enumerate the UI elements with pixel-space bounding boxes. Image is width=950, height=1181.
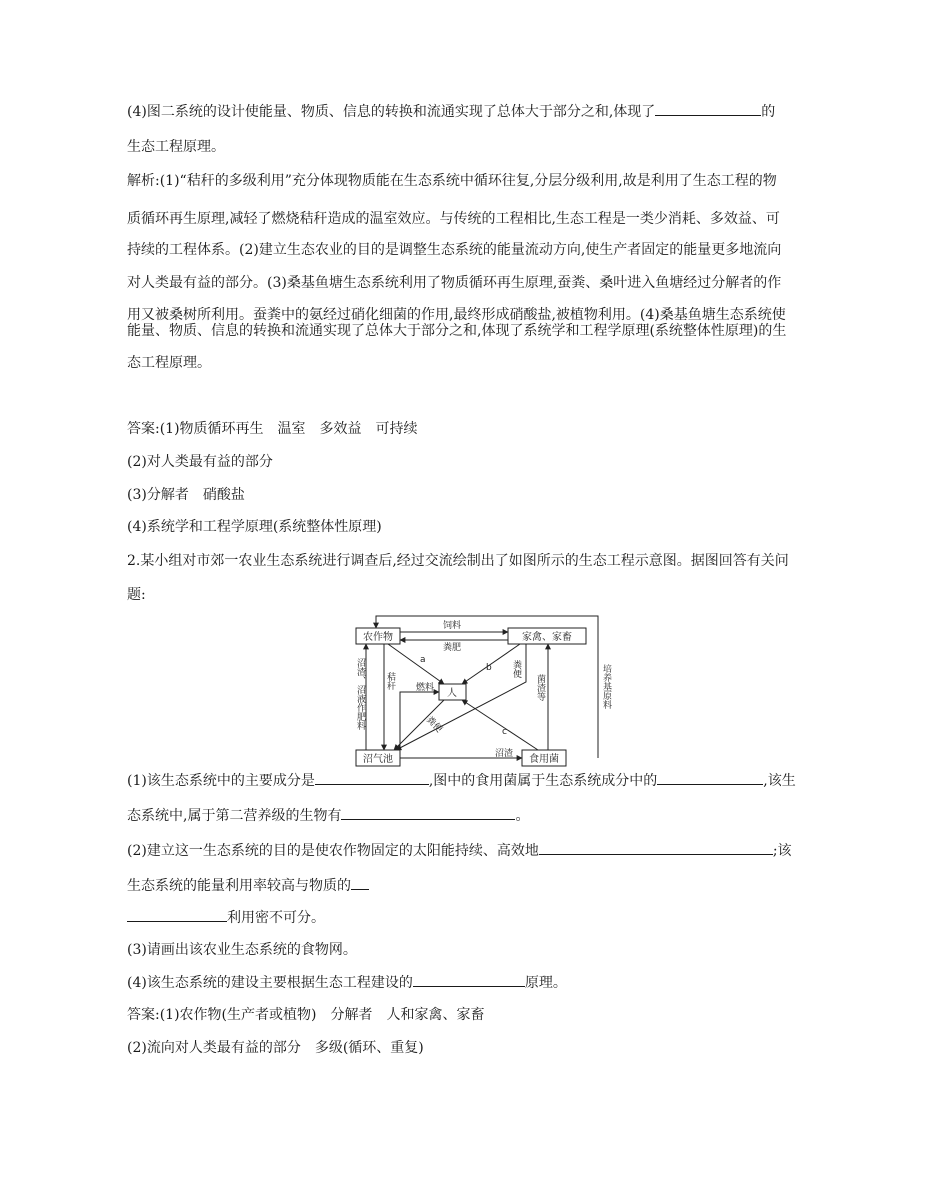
node-fungi: 食用菌	[529, 754, 559, 765]
label-feed: 饲料	[442, 621, 462, 631]
answer-blank[interactable]	[351, 875, 369, 890]
answer-line: (2)流向对人类最有益的部分 多级(循环、重复)	[127, 1040, 424, 1056]
q4-prev-line1: (4)图二系统的设计使能量、物质、信息的转换和流通实现了总体大于部分之和,体现了 的	[127, 101, 775, 122]
node-crops: 农作物	[363, 632, 393, 643]
label-fungal-residue: 菌渣等	[535, 674, 545, 701]
answer-line: (2)对人类最有益的部分	[127, 454, 273, 470]
label-residue-fertilizer: 沼渣、沼液作肥料	[355, 658, 365, 730]
analysis-line: 态工程原理。	[127, 355, 211, 371]
q2-sub1-cont: 态系统中,属于第二营养级的生物有 。	[127, 805, 529, 826]
q2-sub2: (2)建立这一生态系统的目的是使农作物固定的太阳能持续、高效地 ;该	[127, 840, 792, 861]
q2-sub1: (1)该生态系统中的主要成分是 ,图中的食用菌属于生态系统成分中的 ,该生	[127, 770, 796, 791]
arrow-c	[462, 700, 538, 750]
answer-line: (4)系统学和工程学原理(系统整体性原理)	[127, 519, 382, 535]
analysis-line: 持续的工程体系。(2)建立生态农业的目的是调整生态系统的能量流动方向,使生产者固定的能量更多地流向	[127, 242, 782, 258]
analysis-line: 对人类最有益的部分。(3)桑基鱼塘生态系统利用了物质循环再生原理,蚕粪、桑叶进入鱼塘经过分解者的作	[127, 275, 782, 291]
q2-sub4: (4)该生态系统的建设主要根据生态工程建设的 原理。	[127, 972, 567, 993]
answer-blank[interactable]	[413, 972, 525, 987]
question2-stem: 2.某小组对市郊一农业生态系统进行调查后,经过交流绘制出了如图所示的生态工程示意图。据图回答有关问	[127, 553, 789, 569]
answer-line: 答案:(1)农作物(生产者或植物) 分解者 人和家禽、家畜	[127, 1007, 485, 1023]
ecosystem-diagram	[340, 612, 612, 772]
answer-line: 答案:(1)物质循环再生 温室 多效益 可持续	[127, 421, 418, 437]
label-fuel: 燃料	[416, 683, 435, 693]
label-residue-bottom: 沼渣	[494, 749, 514, 759]
node-human: 人	[447, 688, 457, 699]
label-culture-material: 培养基原料	[601, 664, 611, 709]
q2-sub3: (3)请画出该农业生态系统的食物网。	[127, 942, 357, 958]
analysis-line: 解析:(1)“秸秆的多级利用”充分体现物质能在生态系统中循环往复,分层分级利用,故是利用了生态工程的物	[127, 173, 777, 189]
label-a: a	[420, 655, 426, 665]
label-human-feces: 粪便	[423, 715, 444, 735]
answer-blank[interactable]	[127, 907, 227, 922]
label-feces: 粪便	[511, 660, 521, 678]
arrow-a	[388, 644, 444, 684]
answer-blank[interactable]	[315, 770, 429, 785]
analysis-line: 能量、物质、信息的转换和流通实现了总体大于部分之和,体现了系统学和工程学原理(系统整体性原理)的生	[127, 323, 787, 339]
answer-line: (3)分解者 硝酸盐	[127, 487, 245, 503]
q2-sub2-cont: 生态系统的能量利用率较高与物质的	[127, 875, 369, 896]
analysis-line: 质循环再生原理,减轻了燃烧秸秆造成的温室效应。与传统的工程相比,生态工程是一类少消耗、多效益、可	[127, 211, 780, 227]
node-livestock: 家禽、家畜	[522, 632, 572, 643]
answer-blank[interactable]	[341, 805, 515, 820]
label-c: c	[502, 727, 507, 737]
q4-prev-text: (4)图二系统的设计使能量、物质、信息的转换和流通实现了总体大于部分之和,体现了	[127, 104, 656, 120]
analysis-line: 用又被桑树所利用。蚕粪中的氨经过硝化细菌的作用,最终形成硝酸盐,被植物利用。(4)桑基鱼塘生态系统使	[127, 307, 786, 323]
q2-sub2-cont2: 利用密不可分。	[127, 907, 325, 928]
answer-blank[interactable]	[657, 770, 763, 785]
answer-blank[interactable]	[539, 840, 773, 855]
node-biogas: 沼气池	[363, 754, 393, 765]
label-manure: 粪肥	[442, 643, 462, 653]
label-b: b	[486, 663, 492, 673]
label-straw: 秸秆	[385, 672, 395, 690]
question2-stem: 题:	[127, 587, 146, 603]
q4-prev-line2: 生态工程原理。	[127, 139, 225, 155]
answer-blank[interactable]	[655, 101, 761, 116]
